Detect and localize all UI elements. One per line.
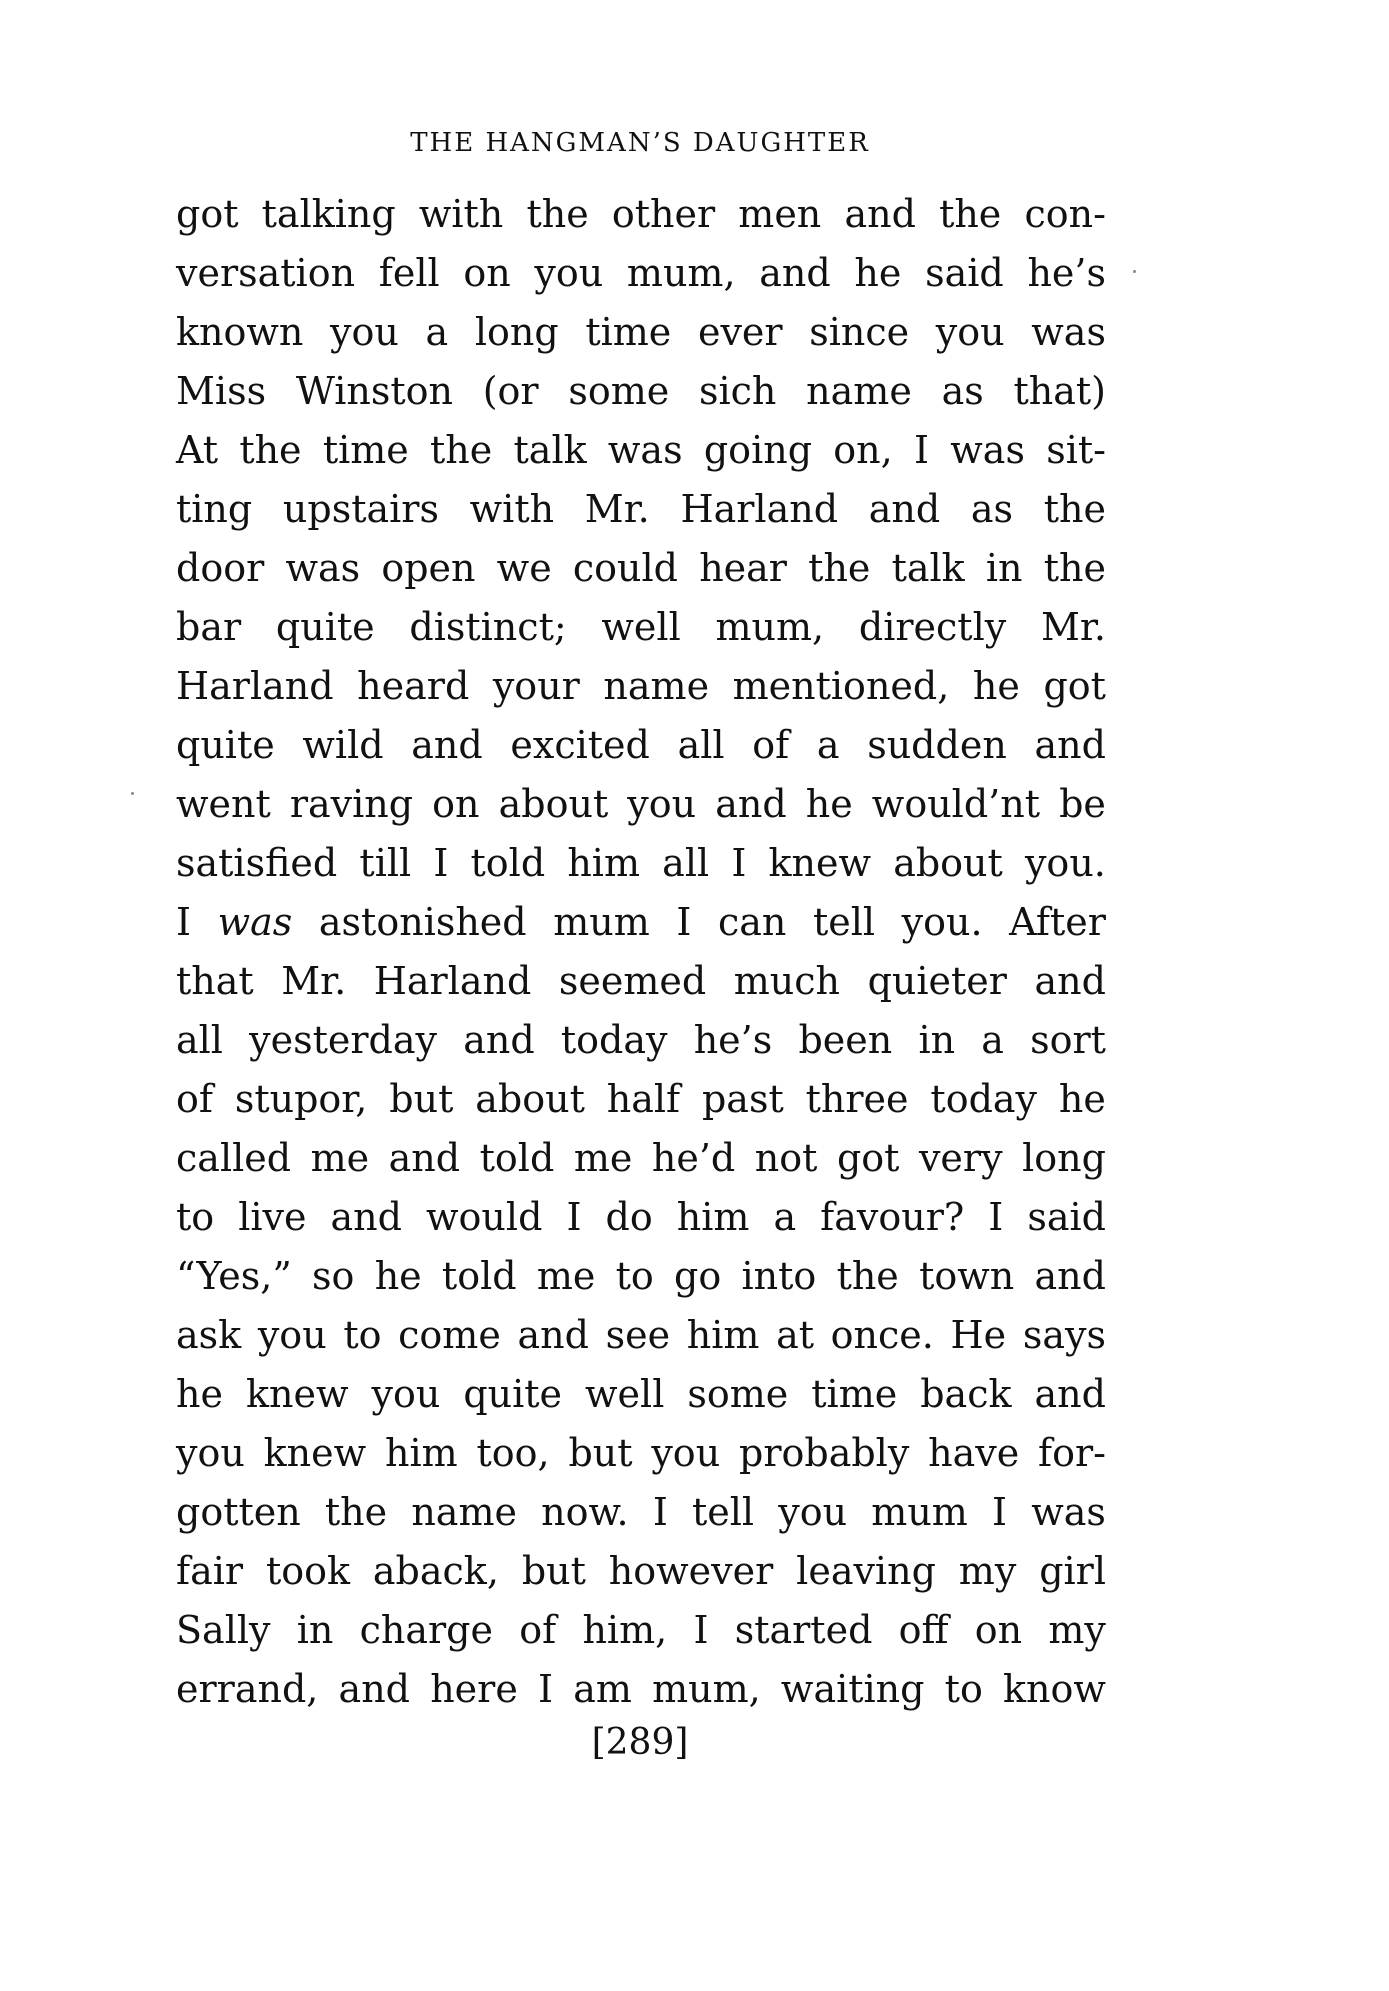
word: stupor, (234, 1077, 368, 1121)
word: been (798, 1018, 893, 1062)
word: all (662, 841, 710, 885)
word: you (651, 1431, 721, 1475)
text-line (176, 1365, 1106, 1424)
word: door (176, 546, 265, 590)
word: told (441, 1254, 517, 1298)
word: long (1022, 1136, 1106, 1180)
word: at (776, 1313, 815, 1357)
word: about (498, 782, 609, 826)
word: we (496, 546, 552, 590)
word: and (759, 251, 831, 295)
word: I (913, 428, 929, 472)
word: tell (812, 900, 876, 944)
word: he (854, 251, 902, 295)
word: started (734, 1608, 873, 1652)
word: ting (176, 487, 253, 531)
word: in (296, 1608, 334, 1652)
word: past (701, 1077, 784, 1121)
word: a (773, 1195, 797, 1239)
word: went (176, 782, 271, 826)
word: Mr. (1040, 605, 1106, 649)
word: quieter (867, 959, 1007, 1003)
word: says (1022, 1313, 1106, 1357)
word: you (257, 1313, 327, 1357)
word: He (950, 1313, 1007, 1357)
word: said (925, 251, 1004, 295)
word: about (475, 1077, 585, 1121)
word: quite (463, 1372, 563, 1416)
word: would (426, 1195, 543, 1239)
text-line (176, 893, 1106, 952)
word: raving (289, 782, 414, 826)
text-line (176, 1424, 1106, 1483)
text-line (176, 1483, 1106, 1542)
word: mum, (715, 605, 825, 649)
word: to (343, 1313, 382, 1357)
word: I (176, 900, 192, 944)
text-line (176, 1306, 1106, 1365)
word: him (567, 841, 640, 885)
word: talk (891, 546, 965, 590)
word: Harland (373, 959, 532, 1003)
word: name (806, 369, 912, 413)
text-line (176, 421, 1106, 480)
word: of (519, 1608, 557, 1652)
word: all (677, 723, 725, 767)
word: today (560, 1018, 668, 1062)
text-line (176, 1542, 1106, 1601)
running-head: THE HANGMAN’S DAUGHTER (410, 128, 870, 158)
word: a (425, 310, 449, 354)
text-line (176, 362, 1106, 421)
word: charge (359, 1608, 493, 1652)
word: you. (1024, 841, 1106, 885)
word: versation (176, 251, 356, 295)
word: in (985, 546, 1023, 590)
word: name (411, 1490, 517, 1534)
word: wild (302, 723, 384, 767)
word: see (605, 1313, 671, 1357)
word: sich (699, 369, 777, 413)
word: I (538, 1667, 554, 1711)
word: Mr. (281, 959, 347, 1003)
word: open (381, 546, 476, 590)
word: time (811, 1372, 898, 1416)
word: and (411, 723, 483, 767)
word: was (607, 428, 683, 472)
word: hear (699, 546, 787, 590)
word: Harland (176, 664, 334, 708)
word: about (893, 841, 1003, 885)
word: however (608, 1549, 774, 1593)
word: to (615, 1254, 654, 1298)
word: astonished (318, 900, 527, 944)
word: he (176, 1372, 223, 1416)
word: going (703, 428, 813, 472)
word: ever (697, 310, 783, 354)
text-line (176, 775, 1106, 834)
word: well (601, 605, 681, 649)
word: name (603, 664, 710, 708)
word: town (919, 1254, 1015, 1298)
word: he (1058, 1077, 1106, 1121)
word: off (898, 1608, 949, 1652)
word: and (330, 1195, 402, 1239)
word: excited (510, 723, 650, 767)
word: me (536, 1254, 596, 1298)
word: was (217, 900, 293, 944)
word: could (572, 546, 678, 590)
page-speck (1133, 270, 1136, 273)
word: the (1043, 487, 1106, 531)
word: me (573, 1136, 633, 1180)
word: seemed (558, 959, 707, 1003)
word: but (568, 1431, 633, 1475)
word: can (717, 900, 787, 944)
word: (or (482, 369, 539, 413)
word: since (809, 310, 910, 354)
word: At (176, 428, 219, 472)
word: errand, (176, 1667, 319, 1711)
word: was (285, 546, 361, 590)
word: called (176, 1136, 292, 1180)
word: fair (176, 1549, 244, 1593)
word: a (981, 1018, 1004, 1062)
word: and (463, 1018, 535, 1062)
word: was (1031, 1490, 1106, 1534)
body-text (176, 185, 1106, 1719)
word: quite (176, 723, 275, 767)
word: you (371, 1372, 441, 1416)
word: got (176, 192, 239, 236)
word: he (805, 782, 853, 826)
word: you (935, 310, 1005, 354)
word: you (330, 310, 399, 354)
word: come (398, 1313, 501, 1357)
word: I (433, 841, 449, 885)
word: you (778, 1490, 848, 1534)
word: talking (261, 192, 396, 236)
word: directly (858, 605, 1007, 649)
word: the (1043, 546, 1106, 590)
word: that (176, 959, 254, 1003)
word: so (312, 1254, 355, 1298)
word: satisfied (176, 841, 338, 885)
text-line (176, 1129, 1106, 1188)
text-line (176, 1660, 1106, 1719)
word: on (974, 1608, 1023, 1652)
word: told (479, 1136, 555, 1180)
text-line (176, 185, 1106, 244)
word: and (1034, 723, 1106, 767)
word: Winston (295, 369, 453, 413)
word: go (674, 1254, 722, 1298)
text-line (176, 598, 1106, 657)
word: the (239, 428, 302, 472)
word: he (374, 1254, 422, 1298)
word: into (741, 1254, 817, 1298)
word: I (988, 1195, 1004, 1239)
word: distinct; (409, 605, 567, 649)
word: After (1009, 900, 1106, 944)
word: my (958, 1549, 1017, 1593)
word: have (928, 1431, 1020, 1475)
word: and (1034, 1372, 1106, 1416)
word: once. (830, 1313, 934, 1357)
word: today (930, 1077, 1038, 1121)
word: got (836, 1136, 900, 1180)
word: mum, (652, 1667, 761, 1711)
word: you. (901, 900, 983, 944)
word: favour? (820, 1195, 965, 1239)
word: you (534, 251, 604, 295)
word: I (693, 1608, 709, 1652)
word: on (432, 782, 480, 826)
word: the (939, 192, 1002, 236)
word: your (492, 664, 580, 708)
word: would’nt (871, 782, 1040, 826)
word: I (676, 900, 692, 944)
word: but (521, 1549, 586, 1593)
word: I (652, 1490, 668, 1534)
word: be (1059, 782, 1106, 826)
word: very (918, 1136, 1003, 1180)
word: heard (357, 664, 470, 708)
text-line (176, 539, 1106, 598)
word: I (566, 1195, 582, 1239)
word: mentioned, (732, 664, 950, 708)
word: as (970, 487, 1014, 531)
word: knew (768, 841, 872, 885)
word: too, (476, 1431, 550, 1475)
text-line (176, 303, 1106, 362)
word: half (606, 1077, 681, 1121)
word: on (463, 251, 511, 295)
word: till (359, 841, 412, 885)
word: and (1034, 1254, 1106, 1298)
word: he (972, 664, 1020, 708)
word: bar (176, 605, 242, 649)
word: of (176, 1077, 213, 1121)
word: and (868, 487, 941, 531)
word: you (176, 1431, 245, 1475)
word: “Yes,” (176, 1254, 292, 1298)
word: leaving (796, 1549, 936, 1593)
word: the (808, 546, 871, 590)
word: time (322, 428, 409, 472)
word: some (687, 1372, 789, 1416)
word: got (1043, 664, 1106, 708)
word: back (920, 1372, 1012, 1416)
word: men (738, 192, 822, 236)
word: he’d (651, 1136, 736, 1180)
word: knew (245, 1372, 349, 1416)
text-line (176, 1070, 1106, 1129)
word: him (385, 1431, 458, 1475)
text-line (176, 1011, 1106, 1070)
word: other (611, 192, 716, 236)
word: of (752, 723, 790, 767)
text-line (176, 952, 1106, 1011)
word: in (918, 1018, 956, 1062)
word: ask (176, 1313, 242, 1357)
word: three (805, 1077, 909, 1121)
word: me (310, 1136, 370, 1180)
word: know (1003, 1667, 1106, 1711)
word: known (176, 310, 304, 354)
word: talk (513, 428, 587, 472)
word: mum (871, 1490, 968, 1534)
text-line (176, 1188, 1106, 1247)
word: aback, (372, 1549, 499, 1593)
word: mum (553, 900, 650, 944)
word: told (470, 841, 546, 885)
word: he’s (693, 1018, 773, 1062)
word: probably (739, 1431, 910, 1475)
text-line (176, 716, 1106, 775)
word: with (418, 192, 504, 236)
text-line (176, 657, 1106, 716)
word: and (715, 782, 787, 826)
text-line (176, 1601, 1106, 1660)
word: all (176, 1018, 223, 1062)
word: Sally (176, 1608, 271, 1652)
word: you (627, 782, 697, 826)
word: well (585, 1372, 665, 1416)
word: the (526, 192, 589, 236)
word: I (731, 841, 747, 885)
word: and (1034, 959, 1106, 1003)
word: took (265, 1549, 350, 1593)
word: gotten (176, 1490, 301, 1534)
word: and (517, 1313, 589, 1357)
word: quite (275, 605, 375, 649)
word: live (238, 1195, 307, 1239)
text-line (176, 834, 1106, 893)
text-line (176, 480, 1106, 539)
word: and (338, 1667, 411, 1711)
word: do (605, 1195, 653, 1239)
word: with (469, 487, 555, 531)
word: time (585, 310, 672, 354)
word: sort (1030, 1018, 1106, 1062)
word: the (836, 1254, 899, 1298)
word: much (733, 959, 841, 1003)
word: a (816, 723, 840, 767)
word: knew (263, 1431, 367, 1475)
word: girl (1039, 1549, 1106, 1593)
word: I (992, 1490, 1008, 1534)
word: mum, (626, 251, 736, 295)
word: him, (582, 1608, 668, 1652)
word: Harland (680, 487, 839, 531)
word: fell (378, 251, 440, 295)
word: Miss (176, 369, 267, 413)
word: on, (833, 428, 893, 472)
word: my (1048, 1608, 1106, 1652)
word: sudden (867, 723, 1007, 767)
word: as (941, 369, 984, 413)
word: am (573, 1667, 632, 1711)
word: long (474, 310, 559, 354)
word: and (844, 192, 916, 236)
word: was (950, 428, 1025, 472)
word: waiting (780, 1667, 925, 1711)
word: was (1031, 310, 1106, 354)
word: upstairs (282, 487, 439, 531)
word: and (388, 1136, 461, 1180)
word: him (676, 1195, 750, 1239)
word: Mr. (584, 487, 650, 531)
word: but (389, 1077, 454, 1121)
word: the (324, 1490, 388, 1534)
word: to (944, 1667, 983, 1711)
word: to (176, 1195, 215, 1239)
word: the (430, 428, 493, 472)
word: yesterday (249, 1018, 438, 1062)
word: tell (692, 1490, 755, 1534)
word: here (430, 1667, 518, 1711)
page-speck (131, 792, 134, 795)
text-line (176, 1247, 1106, 1306)
word: some (568, 369, 670, 413)
text-line (176, 244, 1106, 303)
word: said (1027, 1195, 1106, 1239)
word: he’s (1027, 251, 1106, 295)
word: con- (1024, 192, 1106, 236)
word: sit- (1046, 428, 1106, 472)
word: that) (1013, 369, 1106, 413)
word: now. (541, 1490, 629, 1534)
word: for- (1038, 1431, 1106, 1475)
word: not (754, 1136, 818, 1180)
word: him (686, 1313, 760, 1357)
page-number: [289] (591, 1722, 689, 1763)
